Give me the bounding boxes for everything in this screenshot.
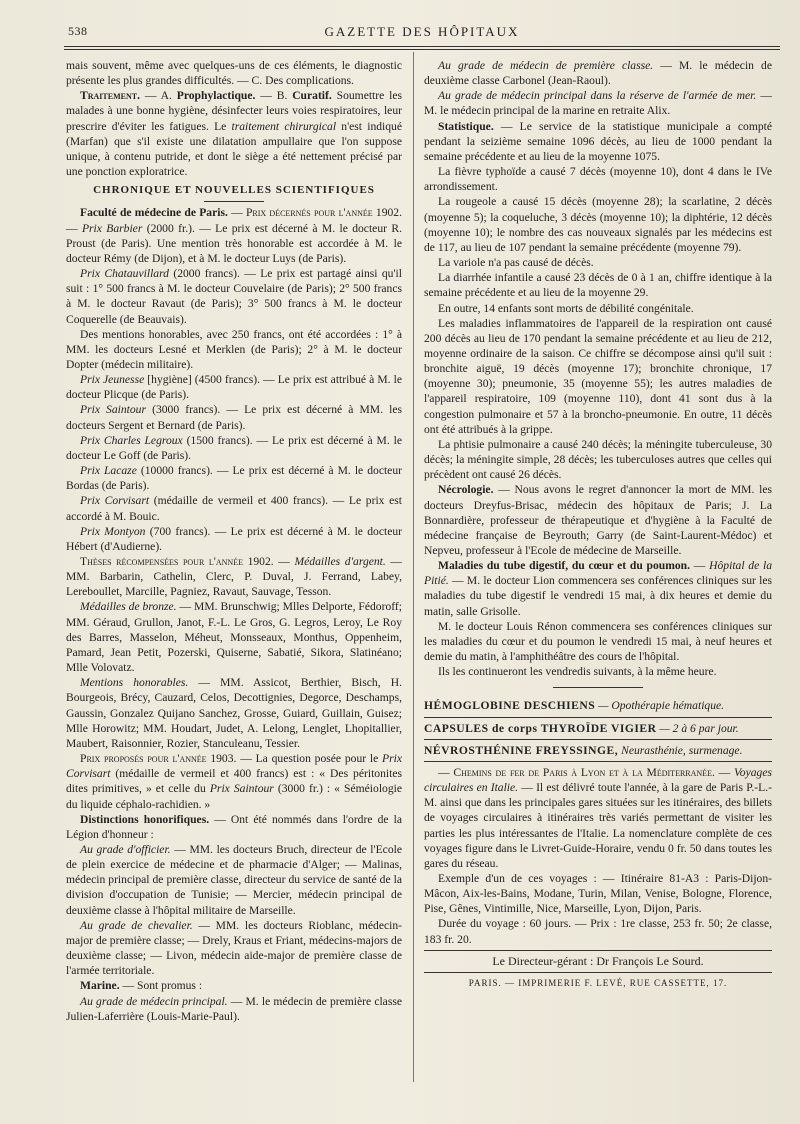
separator-rule: [553, 687, 643, 688]
ad-rule: [424, 717, 772, 718]
footer-rule: [424, 972, 772, 973]
paragraph: Distinctions honorifiques. — Ont été nommés dans l'ordre de la Légion d'honneur :: [66, 812, 402, 841]
advertisement: CAPSULES de corps THYROÏDE VIGIER — 2 à 6 par jour.: [424, 721, 739, 735]
column-divider: [413, 52, 414, 1082]
ad-rule: [424, 761, 772, 762]
director-signature: Le Directeur-gérant : Dr François Le Sourd.: [492, 953, 704, 968]
page-header: [64, 24, 780, 44]
paragraph: Nécrologie. — Nous avons le regret d'annoncer la mort de MM. les docteurs Dreyfus-Brisac, médecin des hôpitaux de Paris; J. La Bonnardière, professeur de thérapeutique et d'hygiène à la Faculté de médecine française de Beyrouth; Garry (de Saint-Laurent-Médoc) et Nepveu, professeur à l'Ecole de médecine de Marseille.: [424, 483, 772, 557]
paragraph: Au grade de chevalier. — MM. les docteurs Rioblanc, médecin-major de première classe; — Drely, Kraus et Friant, médecins-majors de deuxième classe; — Livon, médecin aide-major de première classe de l'armée territoriale.: [66, 918, 403, 978]
header-rule: [64, 46, 780, 47]
paragraph: Mentions honorables. — MM. Assicot, Berthier, Bisch, H. Bourgeois, Brécy, Cauzard, Celos, Decottignies, Degorce, Deschamps, Gaussin, Gonzalez Quijano Sanchez, Grosse, Guiard, Guillain, Guisez; Mlle Horowitz; MM. Houdart, Judet, A. Lelong, Lenglet, Lhopitallier, Maubert, Raisonnier, Rozier, Stanculeanu, Tessier.: [66, 676, 402, 750]
paragraph: Marine. — Sont promus :: [80, 979, 203, 993]
advertisement: NÉVROSTHÉNINE FREYSSINGE, Neurasthénie, surmenage.: [424, 743, 743, 757]
paragraph: Prix Jeunesse [hygiène] (4500 francs). — Le prix est attribué à M. le docteur Plicque (de Paris).: [66, 373, 402, 402]
paragraph: Prix Saintour (3000 francs). — Le prix est décerné à MM. les docteurs Sergent et Bernard (de Paris).: [66, 403, 402, 432]
paragraph: Prix Charles Legroux (1500 francs). — Le prix est décerné à M. le docteur Le Goff (de Paris).: [66, 433, 403, 462]
paragraph: Prix Corvisart (médaille de vermeil et 400 francs). — Le prix est accordé à M. Bouic.: [66, 494, 402, 523]
ad-rule: [424, 739, 772, 740]
footer-rule: [424, 950, 772, 951]
paragraph: Les maladies inflammatoires de l'appareil de la respiration ont causé 200 décès au lieu de 170 pendant la semaine précédente et au lieu de 212, moyenne ordinaire de la saison. Ce chiffre se décompose ainsi qu'il suit : bronchite aiguë, 19 décès (moyenne 17); bronchite chronique, 17 (moyenne 30); pneumonie, 35 (moyenne 55); les autres maladies de l'appareil respiratoire, 109 (moyenne 110), dont 41 sont dus à la congestion pulmonaire et 57 à la broncho-pneumonie. En outre, 11 décès ont été attribués à la grippe.: [424, 316, 772, 436]
paragraph: Faculté de médecine de Paris. — Prix décernés pour l'année 1902. — Prix Barbier (2000 fr.). — Le prix est décerné à M. le docteur R. Proust (de Paris). Une mention très honorable est accordée à M. le docteur Rémy (de Dijon), et à M. le docteur Luys (de Paris).: [66, 206, 402, 265]
paragraph: Au grade de médecin principal dans la réserve de l'armée de mer. — M. le médecin principal de la marine en retraite Alix.: [424, 89, 772, 118]
paragraph: La variole n'a pas causé de décès.: [438, 256, 594, 270]
paragraph: Prix Lacaze (10000 francs). — Le prix est décerné à M. le docteur Bordas (de Paris).: [66, 464, 402, 493]
paragraph: Au grade d'officier. — MM. les docteurs Bruch, directeur de l'Ecole de plein exercice de médecine et de pharmacie d'Alger; — Malinas, médecin principal de première classe, directeur du service de santé de la division d'occupation de Tunisie; — Mercier, médecin principal de deuxième classe à l'hôpital militaire de Marseille.: [66, 842, 402, 917]
paragraph: — Chemins de fer de Paris à Lyon et à la Méditerranée. — Voyages circulaires en Italie. — Il est délivré toute l'année, à la gare de Paris P.-L.-M. ainsi que dans les principales gares situées sur les itinéraires, des billets de voyages circulaires à itinéraires très variés permettant de visiter les parties les plus intéressantes de l'Italie. La nomenclature complète de ces voyages figure dans le Livret-Guide-Horaire, vendu 0 fr. 50 dans toutes les gares du réseau.: [424, 765, 772, 870]
paragraph: Prix Montyon (700 francs). — Le prix est décerné à M. le docteur Hébert (d'Audierne).: [66, 524, 402, 553]
paragraph: Maladies du tube digestif, du cœur et du poumon. — Hôpital de la Pitié. — M. le docteur Lion commencera ses conférences cliniques sur les maladies du tube digestif le vendredi 15 mai, à dix heures et demie du matin, salle Grisolle.: [424, 559, 773, 618]
section-title: CHRONIQUE ET NOUVELLES SCIENTIFIQUES: [93, 184, 375, 197]
paragraph: Exemple d'un de ces voyages : — Itinéraire 81-A3 : Paris-Dijon-Mâcon, Aix-les-Bains, Modane, Turin, Milan, Venise, Bologne, Florence, Pise, Gênes, Vintimille, Nice, Marseille, Lyon, Dijon, Paris.: [424, 871, 772, 916]
paragraph: Prix Chatauvillard (2000 francs). — Le prix est partagé ainsi qu'il suit : 1° 500 francs à M. le docteur Couvelaire (de Paris); 2° 500 francs à M. le docteur Ravaut (de Paris); 3° 500 francs à M. le docteur Coquerelle (de Beauvais).: [66, 267, 402, 326]
paragraph: M. le docteur Louis Rénon commencera ses conférences cliniques sur les maladies du cœur et du poumon le vendredi 15 mai, à neuf heures et demie du matin, à l'amphithéâtre des cours de l'hôpital.: [424, 619, 772, 664]
paragraph: Au grade de médecin de première classe. — M. le médecin de deuxième classe Carbonel (Jean-Raoul).: [424, 59, 772, 88]
paragraph: Ils les continueront les vendredis suivants, à la même heure.: [438, 665, 717, 679]
header-rule-double: [64, 49, 780, 50]
paragraph: La diarrhée infantile a causé 23 décès de 0 à 1 an, chiffre identique à la semaine précédente et au lieu de la moyenne 29.: [424, 271, 772, 300]
paragraph: La phtisie pulmonaire a causé 240 décès; la méningite tuberculeuse, 30 décès; la méningite simple, 28 décès; les tuberculoses autres que celles qui précèdent ont causé 26 décès.: [424, 437, 772, 482]
page-number: 538: [68, 24, 88, 38]
advertisement: HÉMOGLOBINE DESCHIENS — Opothérapie hématique.: [424, 699, 725, 713]
paragraph: En outre, 14 enfants sont morts de débilité congénitale.: [438, 301, 694, 315]
paragraph: Traitement. — A. Prophylactique. — B. Curatif. Soumettre les malades à une bonne hygiène, désinfecter leurs voies respiratoires, leur prescrire d'éviter les fatigues. Le traitement chirurgical n'est indiqué (Marfan) que s'il existe une dilatation ampullaire que l'on suppose unique, à contenu putride, et dont le siège a été nettement précisé par une ponction exploratrice.: [66, 89, 403, 179]
printer-imprint: PARIS. — IMPRIMERIE F. LEVÉ, RUE CASSETTE, 17.: [468, 977, 728, 988]
paragraph: La fièvre typhoïde a causé 7 décès (moyenne 10), dont 4 dans le IVe arrondissement.: [424, 165, 772, 194]
paragraph: Prix proposés pour l'année 1903. — La question posée pour le Prix Corvisart (médaille de vermeil et 400 francs) est : « Des péritonites dites primitives, » et celle du Prix Saintour (3000 fr.) : « Séméiologie du liquide céphalo-rachidien. »: [66, 752, 402, 811]
paragraph: Thèses récompensées pour l'année 1902. — Médailles d'argent. — MM. Barbarin, Cathelin, Clerc, P. Duval, J. Ferrand, Labey, Lereboullet, Marcille, Pagniez, Ravaut, Sauvage, Tesson.: [66, 555, 403, 599]
journal-title: GAZETTE DES HÔPITAUX: [324, 24, 520, 39]
ornament-rule: [204, 201, 264, 202]
paragraph: Des mentions honorables, avec 250 francs, ont été accordées : 1° à MM. les docteurs Lesné et Merklen (de Paris); 2° à M. le docteur Dopter (médecin militaire).: [66, 327, 402, 371]
paragraph: Médailles de bronze. — MM. Brunschwig; Mlles Delporte, Fédoroff; MM. Géraud, Grullon, Janot, F.-L. Le Gros, G. Legros, Leroy, Le Roy des Barres, Masselon, Méheut, Monsseaux, Monthus, Oppenheim, Pamard, Jean Petit, Pozerski, Quiserne, Sabatié, Sikora, Slatinéano; Mlle Volovatz.: [66, 600, 402, 675]
left-column: [66, 58, 402, 1024]
paragraph: Au grade de médecin principal. — M. le médecin de première classe Julien-Laferrière (Louis-Marie-Paul).: [66, 994, 402, 1023]
paragraph: mais souvent, même avec quelques-uns de ces éléments, le diagnostic présente les plus grandes difficultés. — C. Des complications.: [66, 59, 402, 88]
paragraph: La rougeole a causé 15 décès (moyenne 28); la scarlatine, 2 décès (moyenne 5); la coqueluche, 3 décès (moyenne 10); la diphtérie, 12 décès (moyenne 10); le nombre des cas nouveaux signalés par les médecins est de 117, au lieu de 107 pendant la semaine précédente (moyenne 79).: [424, 195, 772, 254]
paragraph: Durée du voyage : 60 jours. — Prix : 1re classe, 253 fr. 50; 2e classe, 183 fr. 20.: [424, 917, 772, 946]
paragraph: Statistique. — Le service de la statistique municipale a compté pendant la seizième semaine 1096 décès, au lieu de 1000 pendant la semaine précédente et au lieu de la moyenne 1075.: [424, 119, 772, 163]
right-column: [424, 58, 772, 991]
